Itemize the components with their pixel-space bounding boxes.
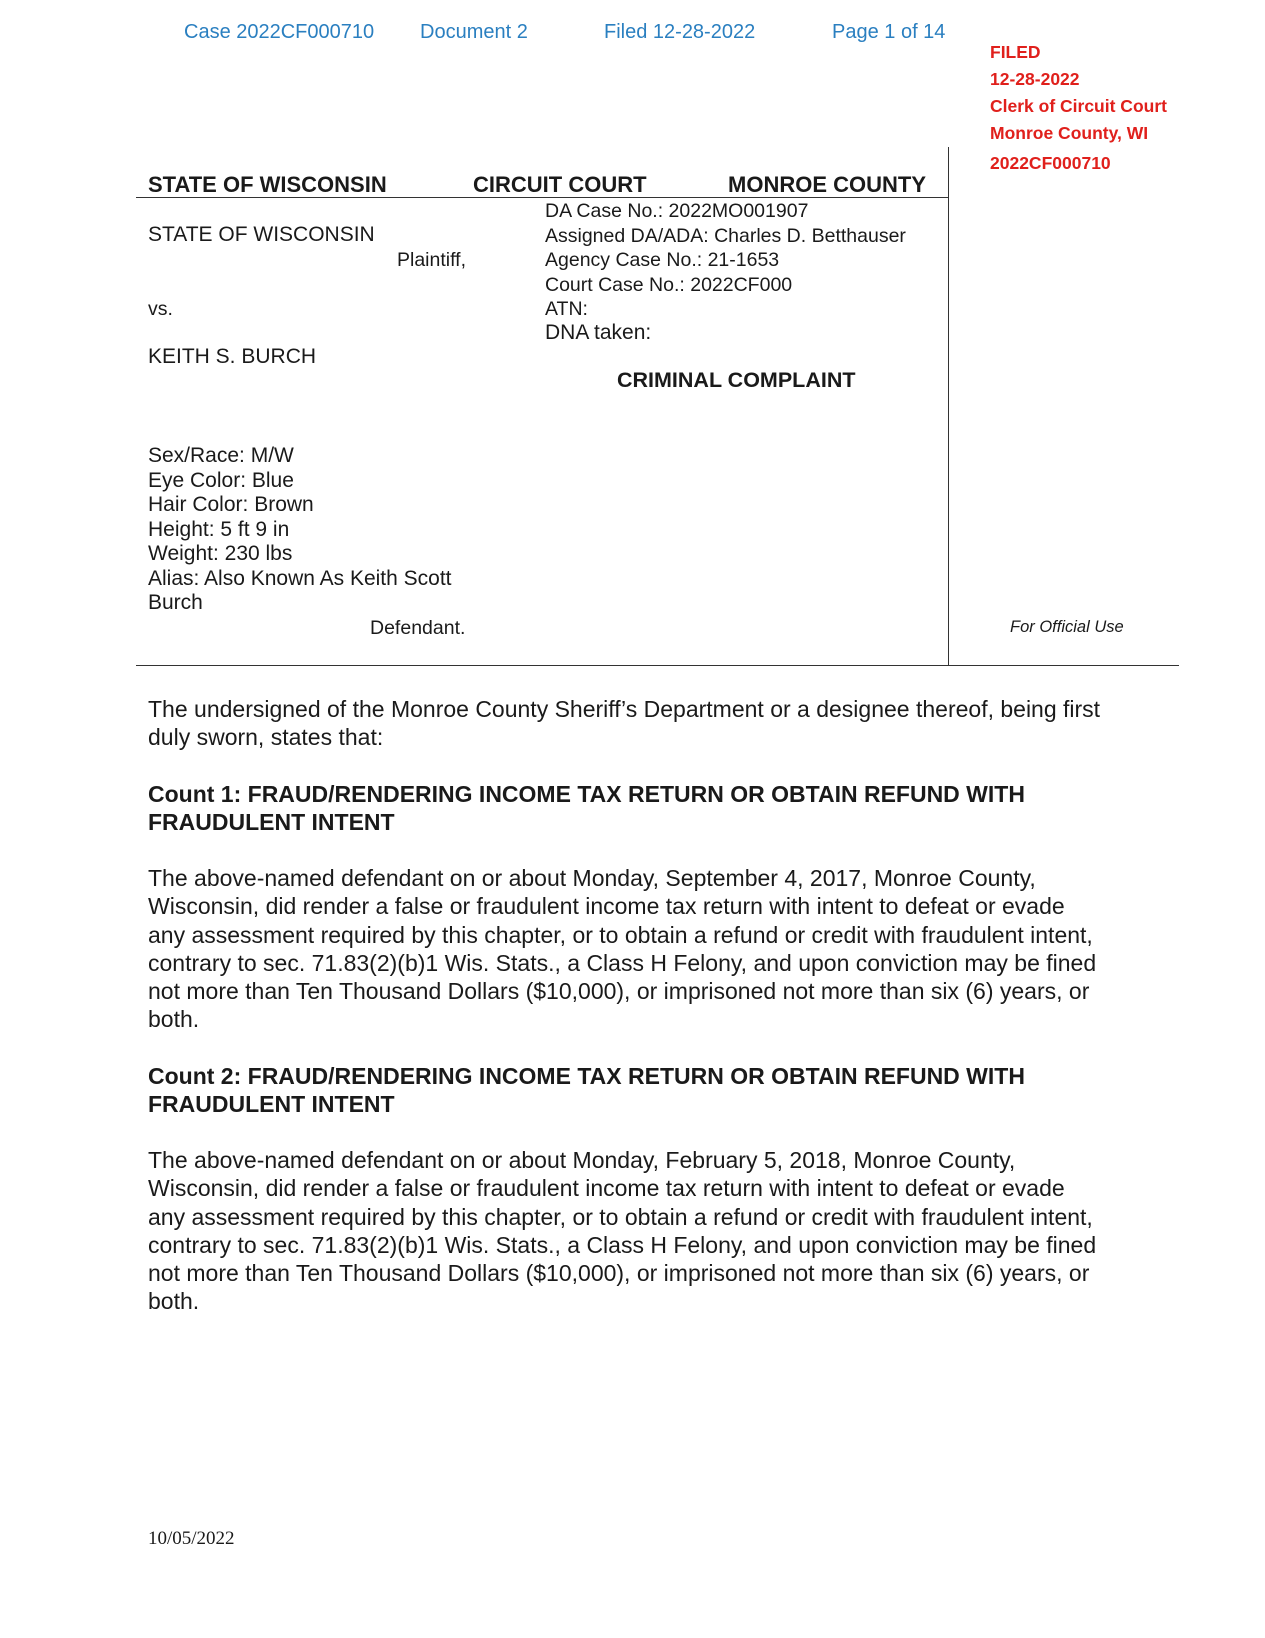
- stamp-date: 12-28-2022: [990, 69, 1080, 89]
- defendant-height: Height: 5 ft 9 in: [148, 518, 290, 541]
- defendant-sex-race: Sex/Race: M/W: [148, 444, 294, 467]
- caption-top-rule: [136, 197, 948, 198]
- official-use-label: For Official Use: [1010, 618, 1124, 636]
- court-case-number: Court Case No.: 2022CF000: [545, 274, 793, 296]
- count-2-heading: Count 2: FRAUD/RENDERING INCOME TAX RETURN OR OBTAIN REFUND WITH FRAUDULENT INTENT: [148, 1063, 1025, 1117]
- da-case-number: DA Case No.: 2022MO001907: [545, 200, 809, 222]
- header-case: Case 2022CF000710: [184, 21, 375, 43]
- assigned-da: Assigned DA/ADA: Charles D. Betthauser: [545, 225, 906, 247]
- footer-date: 10/05/2022: [148, 1528, 235, 1549]
- stamp-clerk: Clerk of Circuit Court: [990, 96, 1167, 116]
- stamp-status: FILED: [990, 42, 1041, 62]
- atn: ATN:: [545, 298, 588, 320]
- count-1-heading: Count 1: FRAUD/RENDERING INCOME TAX RETURN OR OBTAIN REFUND WITH FRAUDULENT INTENT: [148, 781, 1025, 835]
- plaintiff-name: STATE OF WISCONSIN: [148, 223, 375, 246]
- defendant-label: Defendant.: [370, 617, 466, 639]
- defendant-name: KEITH S. BURCH: [148, 345, 317, 368]
- defendant-eye-color: Eye Color: Blue: [148, 469, 294, 492]
- plaintiff-label: Plaintiff,: [397, 249, 467, 271]
- defendant-hair-color: Hair Color: Brown: [148, 493, 314, 516]
- agency-case-number: Agency Case No.: 21-1653: [545, 249, 780, 271]
- versus: vs.: [148, 298, 173, 320]
- caption-vertical-rule: [948, 147, 949, 665]
- stamp-case-number: 2022CF000710: [990, 153, 1111, 173]
- header-filed: Filed 12-28-2022: [604, 21, 756, 43]
- count-2-text: The above-named defendant on or about Monday, February 5, 2018, Monroe County, Wisconsin, did render a false or fraudulent income tax return with intent to defeat or evade any assessment required by this chapter, or to obtain a refund or credit with fraudulent intent, contrary to sec. 71.83(2)(b)1 Wis. Stats., a Class H Felony, and upon conviction may be fined not more than Ten Thousand Dollars ($10,000), or imprisoned not more than six (6) years, or both.: [148, 1147, 1097, 1315]
- caption-bottom-rule: [136, 665, 1179, 666]
- intro-paragraph: The undersigned of the Monroe County Sheriff’s Department or a designee thereof, being first duly sworn, states that:: [148, 696, 1101, 751]
- caption-court: CIRCUIT COURT: [473, 172, 647, 197]
- header-page: Page 1 of 14: [832, 21, 946, 43]
- caption-state: STATE OF WISCONSIN: [148, 172, 387, 197]
- count-1-text: The above-named defendant on or about Monday, September 4, 2017, Monroe County, Wisconsin, did render a false or fraudulent income tax return with intent to defeat or evade any assessment required by this chapter, or to obtain a refund or credit with fraudulent intent, contrary to sec. 71.83(2)(b)1 Wis. Stats., a Class H Felony, and upon conviction may be fined not more than Ten Thousand Dollars ($10,000), or imprisoned not more than six (6) years, or both.: [148, 865, 1097, 1033]
- document-title: CRIMINAL COMPLAINT: [617, 368, 856, 392]
- caption-county: MONROE COUNTY: [728, 172, 926, 197]
- defendant-alias: Alias: Also Known As Keith Scott: [148, 567, 452, 590]
- defendant-weight: Weight: 230 lbs: [148, 542, 293, 565]
- stamp-county: Monroe County, WI: [990, 123, 1149, 143]
- defendant-alias-continued: Burch: [148, 591, 203, 614]
- header-document: Document 2: [420, 21, 528, 43]
- dna-taken: DNA taken:: [545, 321, 652, 344]
